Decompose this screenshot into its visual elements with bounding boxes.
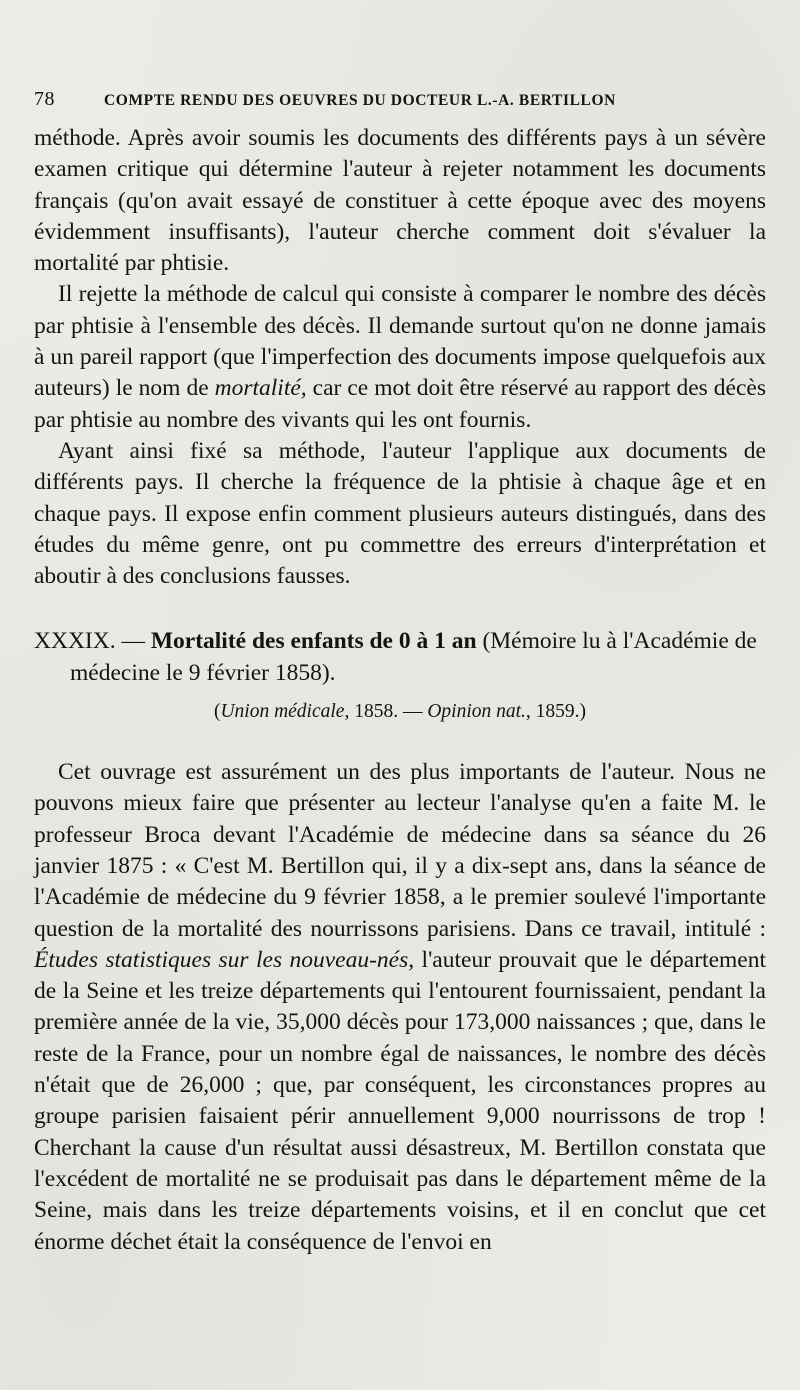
paragraph-4 (34, 757, 766, 1258)
citation-open: ( (213, 701, 221, 723)
citation-year-2: , 1859.) (525, 701, 587, 723)
section-subtitle: (Mémoire lu à l'Académie de médecine le 9 février 1858). (70, 628, 757, 686)
citation-year-1: , 1858. — (344, 701, 423, 723)
citation-journal-2: Opinion nat. (427, 701, 526, 723)
section-title: Mortalité des enfants de 0 à 1 an (150, 628, 477, 655)
paragraph-2-text-b: car ce mot doit être réservé au rapport des décès par phtisie au nombre des vivants qui les ont fournis. (34, 375, 766, 433)
paragraph-4-italic: Études statistiques sur les nouveau-nés (34, 946, 409, 973)
section-citation (34, 701, 766, 723)
paragraph-4-text-b: , l'auteur prouvait que le département de la Seine et les treize départements qui l'entourent fournissaient, pendant la première année de la vie, 35,000 décès pour 173,000 naissances ; que, dans le reste de la France, pour un nombre égal de naissances, le nombre des décès n'était que de 26,000 ; que, par conséquent, les circonstances propres au groupe parisien faisaient périr annuellement 9,000 nourrissons de trop ! Cherchant la cause d'un résultat aussi désastreux, M. Bertillon constata que l'excédent de mortalité ne se produisait pas dans le département même de la Seine, mais dans les treize départements voisins, et il en conclut que cet énorme déchet était la conséquence de l'envoi en (34, 946, 766, 1255)
page-header (34, 88, 766, 111)
paragraph-1: méthode. Après avoir soumis les documents des différents pays à un sévère examen critique qui détermine l'auteur à rejeter notamment les documents français (qu'on avait essayé de constituer à cette époque avec des moyens évidemment insuffisants), l'auteur cherche comment doit s'évaluer la mortalité par phtisie. (34, 125, 766, 277)
paragraph-2-italic: mortalité, (214, 375, 307, 402)
section-heading (34, 626, 766, 689)
running-head: COMPTE RENDU DES OEUVRES DU DOCTEUR L.-A. BERTILLON (104, 92, 616, 109)
paragraph-3: Ayant ainsi fixé sa méthode, l'auteur l'applique aux documents de différents pays. Il cherche la fréquence de la phtisie à chaque âge et en chaque pays. Il expose enfin comment plusieurs auteurs distingués, dans des études du même genre, ont pu commettre des erreurs d'interprétation et aboutir à des conclusions fausses. (34, 437, 766, 590)
paragraph-4-text-a: Cet ouvrage est assurément un des plus importants de l'auteur. Nous ne pouvons mieux faire que présenter au lecteur l'analyse qu'en a faite M. le professeur Broca devant l'Académie de médecine dans sa séance du 26 janvier 1875 : « C'est M. Bertillon qui, il y a dix-sept ans, dans la séance de l'Académie de médecine du 9 février 1858, a le premier soulevé l'importante question de la mortalité des nourrissons parisiens. Dans ce travail, intitulé : (34, 759, 766, 942)
paragraph-2 (34, 279, 766, 435)
paragraph-2-text-a: Il rejette la méthode de calcul qui consiste à comparer le nombre des décès par phtisie à l'ensemble des décès. Il demande surtout qu'on ne donne jamais à un pareil rapport (que l'imperfection des documents impose quelquefois aux auteurs) le nom de (34, 281, 766, 402)
page-number: 78 (34, 88, 55, 110)
citation-journal-1: Union médicale (220, 701, 345, 723)
section-number: XXXIX. — (34, 628, 145, 655)
